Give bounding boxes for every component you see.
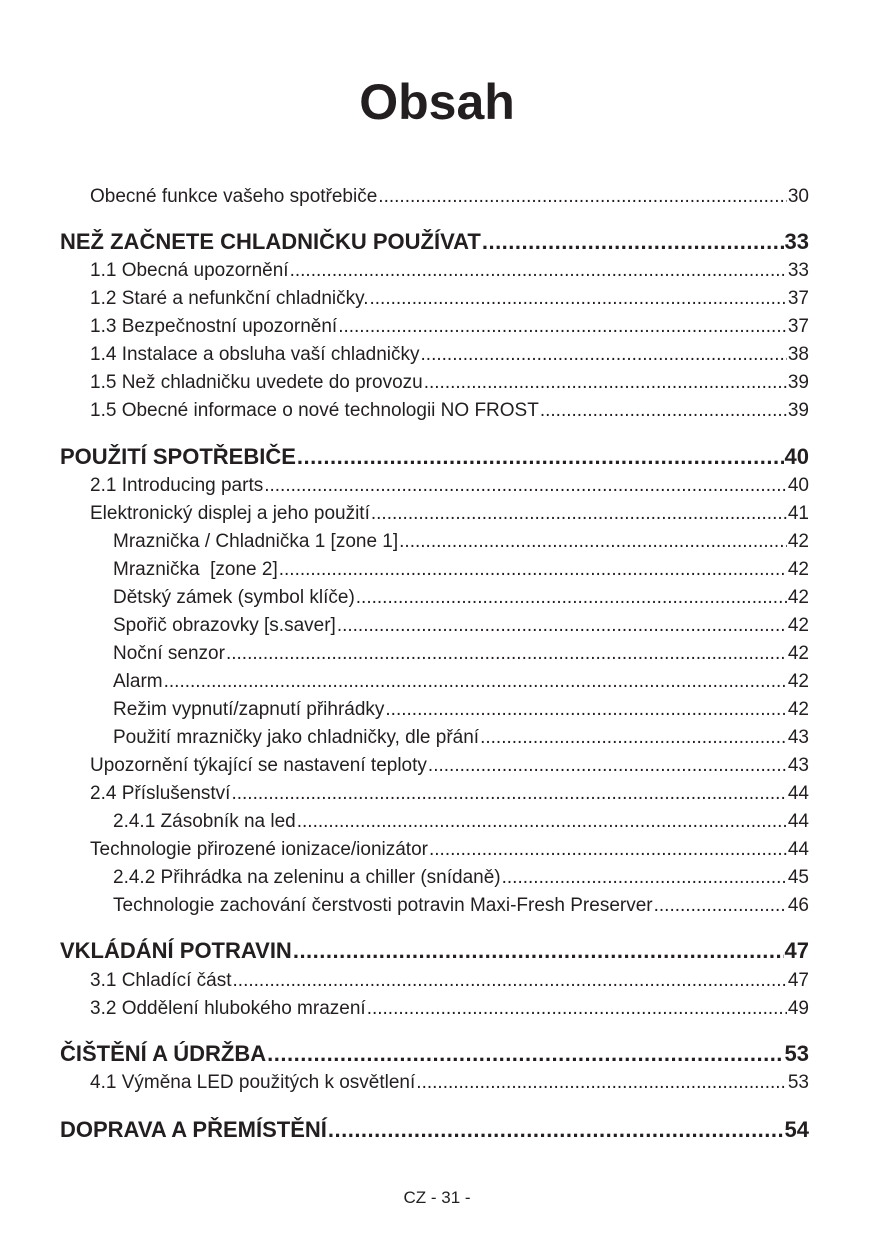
toc-leader-dots [424,372,787,394]
toc-page-number: 53 [787,1072,809,1093]
toc-entry [113,615,809,641]
toc-page-number: 43 [787,755,809,776]
toc-entry-label: Upozornění týkající se nastavení teploty [90,755,427,776]
toc-entry-label: 3.2 Oddělení hlubokého mrazení [90,998,366,1019]
toc-entry-label: Noční senzor [113,643,225,664]
toc-page-number: 54 [784,1117,809,1142]
toc-entry-label: 2.1 Introducing parts [90,475,264,496]
toc-leader-dots [297,811,787,833]
toc-leader-dots [429,839,787,861]
toc-entry [90,1072,809,1098]
toc-page-number: 46 [787,895,809,916]
toc-leader-dots [482,229,784,255]
toc-entry-label: 2.4.1 Zásobník na led [113,811,296,832]
toc-entry-label: Použití mrazničky jako chladničky, dle přání [113,727,480,748]
toc-leader-dots [371,503,787,525]
toc-page-number: 44 [787,839,809,860]
toc-page-number: 42 [787,531,809,552]
toc-page-number: 38 [787,344,809,365]
toc-entry [90,970,809,996]
toc-leader-dots [356,587,787,609]
toc-entry [113,867,809,893]
toc-page-number: 40 [787,475,809,496]
toc-entry [113,895,809,921]
toc-entry-label: Obecné funkce vašeho spotřebiče [90,186,378,207]
toc-leader-dots [654,895,787,917]
toc-page-number: 41 [787,503,809,524]
toc-entry [90,372,809,398]
toc-page-number: 42 [787,671,809,692]
toc-page-number: 33 [787,260,809,281]
toc-page-number: 42 [787,559,809,580]
toc-chapter [60,938,809,968]
toc-leader-dots [367,998,787,1020]
page-title: Obsah [359,74,515,130]
toc-entry [90,839,809,865]
toc-page-number: 37 [787,316,809,337]
toc-leader-dots [337,615,787,637]
toc-leader-dots [378,186,787,208]
toc-entry-label: 1.5 Než chladničku uvedete do provozu [90,372,423,393]
toc-entry-label: Alarm [113,671,163,692]
toc-page-number: 42 [787,699,809,720]
toc-entry [113,699,809,725]
toc-entry [113,531,809,557]
toc-entry-label: Mraznička / Chladnička 1 [zone 1] [113,531,399,552]
toc-entry [90,260,809,286]
toc-leader-dots [279,559,787,581]
toc-page-number: 47 [787,970,809,991]
toc-leader-dots [164,671,787,693]
toc-entry-label: 1.1 Obecná upozornění [90,260,289,281]
toc-entry [90,755,809,781]
toc-entry [90,475,809,501]
page-footer: CZ - 31 - [403,1188,471,1207]
toc-entry-label: 2.4.2 Přihrádka na zeleninu a chiller (snídaně) [113,867,501,888]
toc-entry-label: 1.2 Staré a nefunkční chladničky. [90,288,369,309]
toc-page-number: 39 [787,372,809,393]
toc-chapter [60,229,809,259]
toc-chapter [60,1117,809,1147]
toc-entry [90,783,809,809]
toc-page-number: 42 [787,615,809,636]
toc-leader-dots [421,344,787,366]
toc-entry-label: 2.4 Příslušenství [90,783,231,804]
toc-leader-dots [338,316,787,338]
toc-page-number: 40 [784,444,809,469]
toc-entry-label: Elektronický displej a jeho použití [90,503,370,524]
toc-page-number: 39 [787,400,809,421]
toc-entry-label: 1.4 Instalace a obsluha vaší chladničky [90,344,420,365]
toc-page-number: 53 [784,1041,809,1066]
toc-leader-dots [267,1041,783,1067]
toc-leader-dots [328,1117,784,1143]
toc-chapter-label: NEŽ ZAČNETE CHLADNIČKU POUŽÍVAT [60,229,481,254]
toc-leader-dots [369,288,786,310]
toc-chapter-label: POUŽITÍ SPOTŘEBIČE [60,444,296,469]
toc-leader-dots [428,755,787,777]
toc-entry [113,643,809,669]
toc-entry-label: 4.1 Výměna LED použitých k osvětlení [90,1072,416,1093]
toc-chapter [60,444,809,474]
toc-entry-label: Režim vypnutí/zapnutí přihrádky [113,699,385,720]
toc-entry [113,587,809,613]
toc-leader-dots [385,699,786,721]
toc-entry [90,186,809,212]
toc-entry-label: 3.1 Chladící část [90,970,232,991]
toc-page-number: 49 [787,998,809,1019]
toc-entry-label: Mraznička [zone 2] [113,559,278,580]
toc-chapter-label: ČIŠTĚNÍ A ÚDRŽBA [60,1041,267,1066]
toc-leader-dots [226,643,787,665]
toc-leader-dots [399,531,787,553]
toc-entry [90,288,809,314]
toc-entry-label: Spořič obrazovky [s.saver] [113,615,336,636]
toc-leader-dots [231,783,786,805]
toc-chapter [60,1041,809,1071]
toc-entry-label: Technologie přirozené ionizace/ionizátor [90,839,428,860]
toc-page-number: 44 [787,783,809,804]
toc-entry-label: 1.5 Obecné informace o nové technologii NO FROST [90,400,539,421]
toc-chapter-label: DOPRAVA A PŘEMÍSTĚNÍ [60,1117,327,1142]
toc-entry [113,727,809,753]
toc-leader-dots [290,260,787,282]
toc-leader-dots [297,444,784,470]
toc-entry-label: 1.3 Bezpečnostní upozornění [90,316,338,337]
toc-page-number: 47 [784,938,809,963]
toc-entry [90,400,809,426]
toc-page-number: 44 [787,811,809,832]
toc-page-number: 37 [787,288,809,309]
toc-entry [113,811,809,837]
toc-page-number: 33 [784,229,809,254]
toc-entry [90,316,809,342]
toc-leader-dots [233,970,787,992]
toc-page-number: 42 [787,587,809,608]
toc-leader-dots [293,938,784,964]
toc-leader-dots [480,727,787,749]
toc-page-number: 43 [787,727,809,748]
toc-leader-dots [264,475,787,497]
toc-leader-dots [540,400,787,422]
toc-page-number: 30 [787,186,809,207]
toc-entry [90,344,809,370]
toc-leader-dots [416,1072,787,1094]
toc-entry [90,503,809,529]
toc-entry [113,671,809,697]
toc-leader-dots [502,867,787,889]
toc-page-number: 45 [787,867,809,888]
toc-entry [113,559,809,585]
toc-page-number: 42 [787,643,809,664]
toc-chapter-label: VKLÁDÁNÍ POTRAVIN [60,938,292,963]
toc-entry [90,998,809,1024]
toc-entry-label: Dětský zámek (symbol klíče) [113,587,355,608]
toc-entry-label: Technologie zachování čerstvosti potravin Maxi-Fresh Preserver [113,895,653,916]
